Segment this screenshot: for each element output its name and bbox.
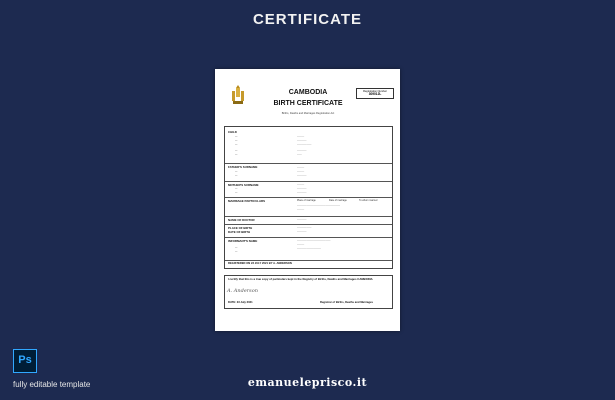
registration-box (356, 88, 394, 99)
placeholder-value: ———— (297, 187, 307, 190)
placeholder-value: —————— (297, 226, 312, 229)
placeholder-text: — (235, 149, 238, 152)
editable-template-label: fully editable template (13, 380, 91, 389)
father-label: FATHER'S SURNAME (228, 165, 258, 169)
marriage-date-label: Date of marriage (329, 199, 347, 202)
doctor-label: NAME OF DOCTOR (228, 218, 255, 222)
placeholder-value: ———— (297, 174, 307, 177)
placeholder-text: — (235, 135, 238, 138)
certificate-country: CAMBODIA (288, 89, 328, 96)
placeholder-value: —————— (297, 143, 312, 146)
signature: A. Anderson (227, 288, 258, 294)
certificate-date: DATE: 23 July 2021 (228, 301, 253, 304)
placeholder-value: ——— (297, 170, 305, 173)
placeholder-text: — (235, 153, 238, 156)
placeholder-text: — (235, 170, 238, 173)
registrar-title: Registrar of Births, Deaths and Marriages (320, 301, 374, 304)
father-section (225, 163, 392, 182)
child-label: CHILD (228, 130, 237, 134)
particulars-table (224, 126, 393, 269)
marriage-place-label: Place of marriage (297, 199, 316, 202)
placeholder-text: — (235, 139, 238, 142)
coat-of-arms-icon (231, 85, 245, 105)
placeholder-text: — (235, 187, 238, 190)
certificate-subtitle: Births, Deaths and Marriages Registration Act (281, 112, 335, 115)
page-title: CERTIFICATE (252, 11, 363, 28)
placeholder-value: ———— (297, 230, 307, 233)
placeholder-text: — (235, 191, 238, 194)
marriage-section (225, 197, 392, 217)
marriage-label: MARRIAGE PARTICULARS (228, 199, 266, 203)
photoshop-icon: Ps (13, 349, 37, 373)
placeholder-value: ———— (297, 191, 307, 194)
placeholder-value: —— (297, 153, 302, 156)
certification-statement: I certify that this is a true copy of particulars kept in the Registry of Births, Deaths and Marriages CAMBODIA (228, 277, 373, 281)
registration-label: Registration Number (363, 90, 387, 93)
placeholder-text: — (235, 143, 238, 146)
marriage-relation-label: To whom married (359, 199, 378, 202)
birth-certificate-document (215, 69, 400, 331)
placeholder-value: —————————— (297, 247, 321, 250)
mother-label: MOTHER'S SURNAME (228, 183, 259, 187)
placeholder-value: ———— (297, 218, 307, 221)
placeholder-value: ——— (297, 166, 305, 169)
registration-number: 309012L (368, 92, 382, 97)
informant-label: INFORMANT'S NAME (228, 239, 258, 243)
mother-section (225, 181, 392, 198)
brand-website[interactable]: emanueleprisco.it (247, 376, 368, 389)
birth-date-label: DATE OF BIRTH (228, 230, 251, 234)
placeholder-value: ———— (297, 139, 307, 142)
registered-line: REGISTERED ON 23 JULY 2021 BY A. ANDERSON (228, 262, 292, 265)
placeholder-value: ——— (297, 208, 305, 211)
placeholder-value: ——— (297, 243, 305, 246)
placeholder-text: — (235, 174, 238, 177)
placeholder-value: ———— (297, 149, 307, 152)
child-section (225, 127, 392, 164)
informant-section (225, 237, 392, 261)
placeholder-value: ——— (297, 183, 305, 186)
placeholder-value: —————————————— (297, 239, 331, 242)
placeholder-text: — (235, 250, 238, 253)
birth-place-label: PLACE OF BIRTH (228, 226, 253, 230)
placeholder-value: ——— (297, 135, 305, 138)
certificate-title: BIRTH CERTIFICATE (273, 100, 343, 107)
birth-place-section (225, 224, 392, 238)
placeholder-text: — (235, 246, 238, 249)
placeholder-value: —————————————————— (297, 204, 341, 207)
